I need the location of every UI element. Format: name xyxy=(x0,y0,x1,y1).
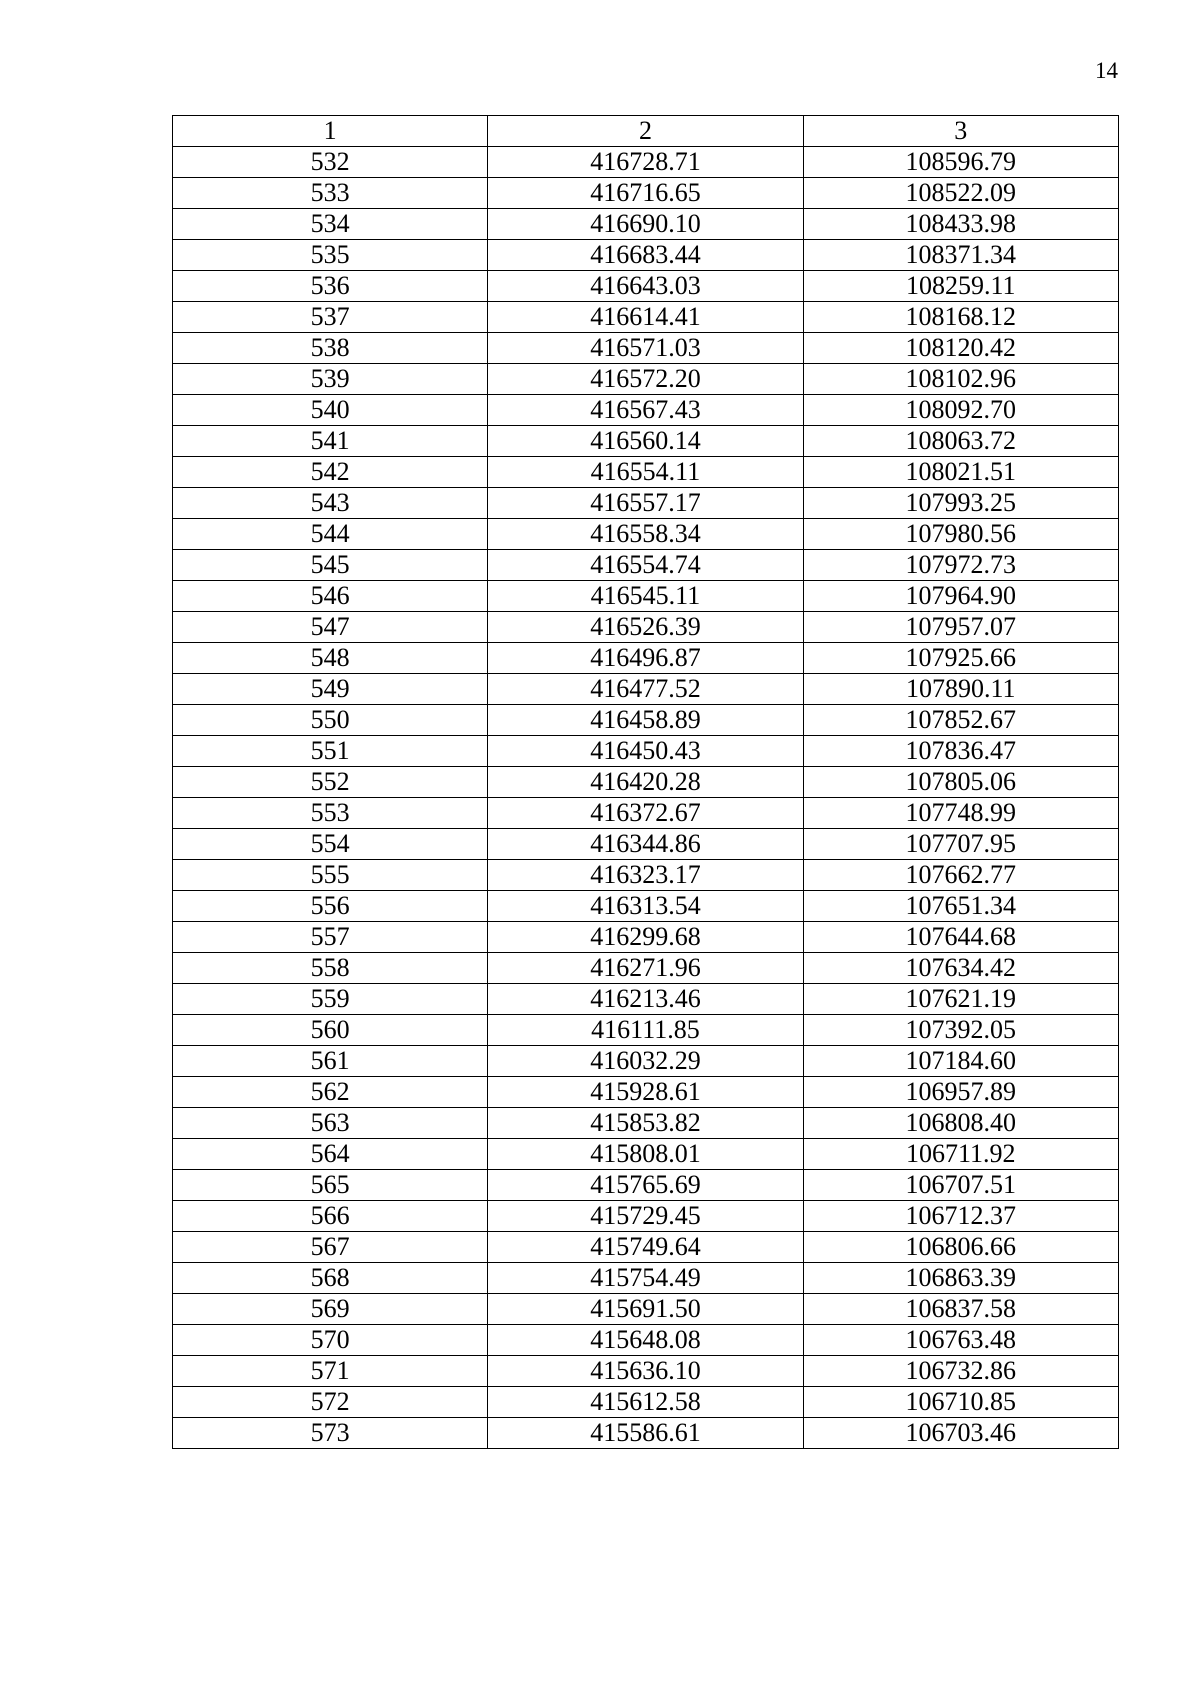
column-header: 1 xyxy=(173,116,488,147)
x-coordinate-cell: 416643.03 xyxy=(488,271,803,302)
point-number-cell: 535 xyxy=(173,240,488,271)
y-coordinate-cell: 107852.67 xyxy=(803,705,1118,736)
y-coordinate-cell: 107634.42 xyxy=(803,953,1118,984)
x-coordinate-cell: 416567.43 xyxy=(488,395,803,426)
table-row xyxy=(173,426,1119,457)
point-number-cell: 573 xyxy=(173,1418,488,1449)
y-coordinate-cell: 107993.25 xyxy=(803,488,1118,519)
table-row xyxy=(173,550,1119,581)
table-header-row xyxy=(173,116,1119,147)
x-coordinate-cell: 415754.49 xyxy=(488,1263,803,1294)
x-coordinate-cell: 416557.17 xyxy=(488,488,803,519)
point-number-cell: 532 xyxy=(173,147,488,178)
y-coordinate-cell: 106763.48 xyxy=(803,1325,1118,1356)
table-row xyxy=(173,147,1119,178)
table-row xyxy=(173,1170,1119,1201)
point-number-cell: 548 xyxy=(173,643,488,674)
table-row xyxy=(173,209,1119,240)
y-coordinate-cell: 107925.66 xyxy=(803,643,1118,674)
x-coordinate-cell: 416271.96 xyxy=(488,953,803,984)
x-coordinate-cell: 416545.11 xyxy=(488,581,803,612)
table-row xyxy=(173,1263,1119,1294)
table-row xyxy=(173,364,1119,395)
x-coordinate-cell: 416614.41 xyxy=(488,302,803,333)
point-number-cell: 540 xyxy=(173,395,488,426)
x-coordinate-cell: 416313.54 xyxy=(488,891,803,922)
x-coordinate-cell: 416571.03 xyxy=(488,333,803,364)
coordinates-table xyxy=(172,115,1119,1449)
table-row xyxy=(173,984,1119,1015)
point-number-cell: 547 xyxy=(173,612,488,643)
y-coordinate-cell: 107964.90 xyxy=(803,581,1118,612)
point-number-cell: 562 xyxy=(173,1077,488,1108)
y-coordinate-cell: 108021.51 xyxy=(803,457,1118,488)
table-row xyxy=(173,240,1119,271)
x-coordinate-cell: 416420.28 xyxy=(488,767,803,798)
table-row xyxy=(173,178,1119,209)
y-coordinate-cell: 108168.12 xyxy=(803,302,1118,333)
x-coordinate-cell: 416554.11 xyxy=(488,457,803,488)
x-coordinate-cell: 415928.61 xyxy=(488,1077,803,1108)
y-coordinate-cell: 106732.86 xyxy=(803,1356,1118,1387)
table-row xyxy=(173,581,1119,612)
coordinates-table-body xyxy=(173,116,1119,1449)
y-coordinate-cell: 106806.66 xyxy=(803,1232,1118,1263)
point-number-cell: 533 xyxy=(173,178,488,209)
point-number-cell: 544 xyxy=(173,519,488,550)
table-row xyxy=(173,674,1119,705)
y-coordinate-cell: 107980.56 xyxy=(803,519,1118,550)
point-number-cell: 572 xyxy=(173,1387,488,1418)
point-number-cell: 558 xyxy=(173,953,488,984)
point-number-cell: 542 xyxy=(173,457,488,488)
point-number-cell: 552 xyxy=(173,767,488,798)
table-row xyxy=(173,1387,1119,1418)
table-row xyxy=(173,1232,1119,1263)
y-coordinate-cell: 106712.37 xyxy=(803,1201,1118,1232)
y-coordinate-cell: 108102.96 xyxy=(803,364,1118,395)
x-coordinate-cell: 416299.68 xyxy=(488,922,803,953)
point-number-cell: 555 xyxy=(173,860,488,891)
point-number-cell: 569 xyxy=(173,1294,488,1325)
table-row xyxy=(173,1294,1119,1325)
table-row xyxy=(173,860,1119,891)
table-row xyxy=(173,457,1119,488)
x-coordinate-cell: 416526.39 xyxy=(488,612,803,643)
x-coordinate-cell: 415749.64 xyxy=(488,1232,803,1263)
table-row xyxy=(173,705,1119,736)
table-row xyxy=(173,643,1119,674)
point-number-cell: 564 xyxy=(173,1139,488,1170)
x-coordinate-cell: 416344.86 xyxy=(488,829,803,860)
table-row xyxy=(173,519,1119,550)
y-coordinate-cell: 108596.79 xyxy=(803,147,1118,178)
point-number-cell: 567 xyxy=(173,1232,488,1263)
y-coordinate-cell: 108522.09 xyxy=(803,178,1118,209)
point-number-cell: 561 xyxy=(173,1046,488,1077)
y-coordinate-cell: 108092.70 xyxy=(803,395,1118,426)
table-row xyxy=(173,922,1119,953)
x-coordinate-cell: 416716.65 xyxy=(488,178,803,209)
x-coordinate-cell: 416496.87 xyxy=(488,643,803,674)
table-row xyxy=(173,1418,1119,1449)
y-coordinate-cell: 106837.58 xyxy=(803,1294,1118,1325)
y-coordinate-cell: 108259.11 xyxy=(803,271,1118,302)
point-number-cell: 536 xyxy=(173,271,488,302)
point-number-cell: 541 xyxy=(173,426,488,457)
x-coordinate-cell: 416690.10 xyxy=(488,209,803,240)
x-coordinate-cell: 415765.69 xyxy=(488,1170,803,1201)
y-coordinate-cell: 107972.73 xyxy=(803,550,1118,581)
point-number-cell: 557 xyxy=(173,922,488,953)
point-number-cell: 570 xyxy=(173,1325,488,1356)
table-row xyxy=(173,953,1119,984)
x-coordinate-cell: 415853.82 xyxy=(488,1108,803,1139)
page-number: 14 xyxy=(1095,58,1118,83)
point-number-cell: 549 xyxy=(173,674,488,705)
y-coordinate-cell: 106710.85 xyxy=(803,1387,1118,1418)
x-coordinate-cell: 416558.34 xyxy=(488,519,803,550)
x-coordinate-cell: 416450.43 xyxy=(488,736,803,767)
point-number-cell: 543 xyxy=(173,488,488,519)
y-coordinate-cell: 107644.68 xyxy=(803,922,1118,953)
x-coordinate-cell: 415612.58 xyxy=(488,1387,803,1418)
x-coordinate-cell: 416372.67 xyxy=(488,798,803,829)
x-coordinate-cell: 415586.61 xyxy=(488,1418,803,1449)
point-number-cell: 537 xyxy=(173,302,488,333)
point-number-cell: 566 xyxy=(173,1201,488,1232)
y-coordinate-cell: 107836.47 xyxy=(803,736,1118,767)
table-row xyxy=(173,891,1119,922)
y-coordinate-cell: 106707.51 xyxy=(803,1170,1118,1201)
point-number-cell: 539 xyxy=(173,364,488,395)
point-number-cell: 571 xyxy=(173,1356,488,1387)
y-coordinate-cell: 107184.60 xyxy=(803,1046,1118,1077)
x-coordinate-cell: 416683.44 xyxy=(488,240,803,271)
point-number-cell: 551 xyxy=(173,736,488,767)
y-coordinate-cell: 107662.77 xyxy=(803,860,1118,891)
point-number-cell: 553 xyxy=(173,798,488,829)
table-row xyxy=(173,1325,1119,1356)
point-number-cell: 534 xyxy=(173,209,488,240)
table-row xyxy=(173,612,1119,643)
x-coordinate-cell: 416032.29 xyxy=(488,1046,803,1077)
point-number-cell: 538 xyxy=(173,333,488,364)
y-coordinate-cell: 108433.98 xyxy=(803,209,1118,240)
point-number-cell: 560 xyxy=(173,1015,488,1046)
y-coordinate-cell: 106808.40 xyxy=(803,1108,1118,1139)
table-row xyxy=(173,302,1119,333)
table-row xyxy=(173,798,1119,829)
column-header: 3 xyxy=(803,116,1118,147)
point-number-cell: 546 xyxy=(173,581,488,612)
point-number-cell: 563 xyxy=(173,1108,488,1139)
point-number-cell: 545 xyxy=(173,550,488,581)
y-coordinate-cell: 108120.42 xyxy=(803,333,1118,364)
x-coordinate-cell: 416213.46 xyxy=(488,984,803,1015)
table-row xyxy=(173,829,1119,860)
table-row xyxy=(173,1139,1119,1170)
y-coordinate-cell: 107957.07 xyxy=(803,612,1118,643)
x-coordinate-cell: 415729.45 xyxy=(488,1201,803,1232)
table-row xyxy=(173,395,1119,426)
x-coordinate-cell: 416458.89 xyxy=(488,705,803,736)
x-coordinate-cell: 416323.17 xyxy=(488,860,803,891)
table-row xyxy=(173,767,1119,798)
point-number-cell: 550 xyxy=(173,705,488,736)
x-coordinate-cell: 415691.50 xyxy=(488,1294,803,1325)
y-coordinate-cell: 107748.99 xyxy=(803,798,1118,829)
x-coordinate-cell: 416554.74 xyxy=(488,550,803,581)
point-number-cell: 556 xyxy=(173,891,488,922)
table-row xyxy=(173,333,1119,364)
table-row xyxy=(173,1108,1119,1139)
x-coordinate-cell: 416560.14 xyxy=(488,426,803,457)
point-number-cell: 565 xyxy=(173,1170,488,1201)
y-coordinate-cell: 106957.89 xyxy=(803,1077,1118,1108)
table-row xyxy=(173,1077,1119,1108)
y-coordinate-cell: 107805.06 xyxy=(803,767,1118,798)
table-row xyxy=(173,488,1119,519)
x-coordinate-cell: 416111.85 xyxy=(488,1015,803,1046)
y-coordinate-cell: 107707.95 xyxy=(803,829,1118,860)
y-coordinate-cell: 106863.39 xyxy=(803,1263,1118,1294)
table-row xyxy=(173,1356,1119,1387)
y-coordinate-cell: 106711.92 xyxy=(803,1139,1118,1170)
column-header: 2 xyxy=(488,116,803,147)
x-coordinate-cell: 415808.01 xyxy=(488,1139,803,1170)
table-row xyxy=(173,1015,1119,1046)
table-row xyxy=(173,271,1119,302)
y-coordinate-cell: 107392.05 xyxy=(803,1015,1118,1046)
x-coordinate-cell: 415636.10 xyxy=(488,1356,803,1387)
point-number-cell: 568 xyxy=(173,1263,488,1294)
y-coordinate-cell: 106703.46 xyxy=(803,1418,1118,1449)
y-coordinate-cell: 107651.34 xyxy=(803,891,1118,922)
y-coordinate-cell: 108063.72 xyxy=(803,426,1118,457)
x-coordinate-cell: 415648.08 xyxy=(488,1325,803,1356)
y-coordinate-cell: 107890.11 xyxy=(803,674,1118,705)
y-coordinate-cell: 108371.34 xyxy=(803,240,1118,271)
table-row xyxy=(173,1046,1119,1077)
point-number-cell: 559 xyxy=(173,984,488,1015)
x-coordinate-cell: 416728.71 xyxy=(488,147,803,178)
x-coordinate-cell: 416572.20 xyxy=(488,364,803,395)
y-coordinate-cell: 107621.19 xyxy=(803,984,1118,1015)
table-row xyxy=(173,1201,1119,1232)
x-coordinate-cell: 416477.52 xyxy=(488,674,803,705)
table-row xyxy=(173,736,1119,767)
point-number-cell: 554 xyxy=(173,829,488,860)
